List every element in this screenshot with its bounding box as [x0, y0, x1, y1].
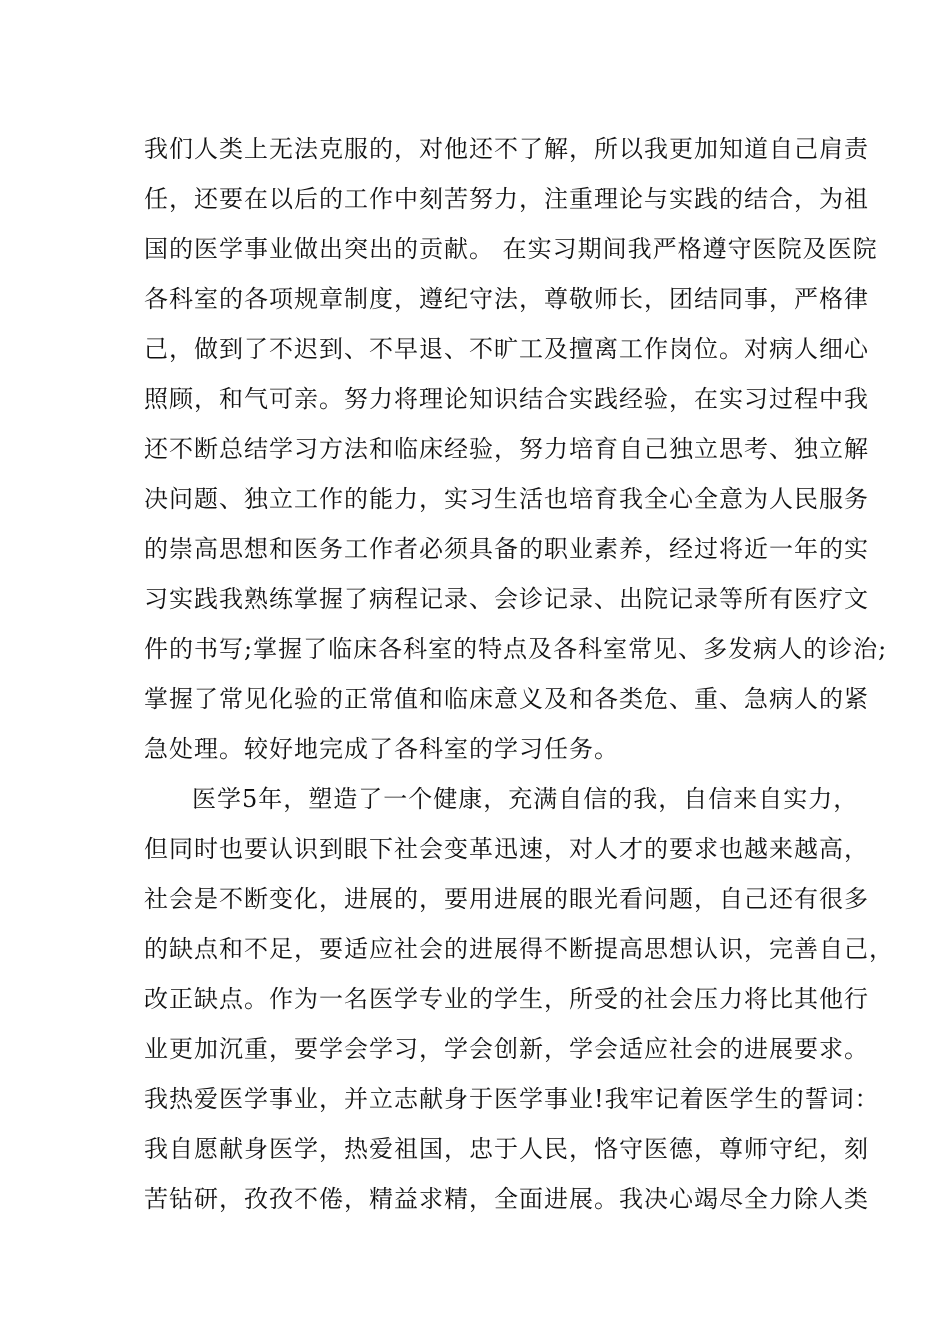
text-line: 我热爱医学事业，并立志献身于医学事业!我牢记着医学生的誓词： — [144, 1085, 880, 1113]
text-line: 我自愿献身医学，热爱祖国，忠于人民，恪守医德，尊师守纪，刻 — [144, 1135, 869, 1163]
text-line: 但同时也要认识到眼下社会变革迅速，对人才的要求也越来越高， — [144, 835, 869, 863]
text-line: 各科室的各项规章制度，遵纪守法，尊敬师长，团结同事，严格律 — [144, 285, 869, 313]
text-line: 医学5年，塑造了一个健康，充满自信的我，自信来自实力， — [192, 785, 859, 813]
document-body — [144, 124, 894, 1224]
text-line: 改正缺点。作为一名医学专业的学生，所受的社会压力将比其他行 — [144, 985, 869, 1013]
text-line: 的缺点和不足，要适应社会的进展得不断提高思想认识，完善自己， — [144, 935, 894, 963]
text-line: 件的书写;掌握了临床各科室的特点及各科室常见、多发病人的诊治; — [144, 635, 888, 663]
paragraph — [144, 124, 888, 774]
text-line: 苦钻研，孜孜不倦，精益求精，全面进展。我决心竭尽全力除人类 — [144, 1185, 869, 1213]
text-line: 国的医学事业做出突出的贡献。 在实习期间我严格遵守医院及医院 — [144, 235, 878, 263]
text-line: 我们人类上无法克服的，对他还不了解，所以我更加知道自己肩责 — [144, 135, 869, 163]
text-line: 还不断总结学习方法和临床经验，努力培育自己独立思考、独立解 — [144, 435, 869, 463]
text-line: 任，还要在以后的工作中刻苦努力，注重理论与实践的结合，为祖 — [144, 185, 869, 213]
text-line: 的崇高思想和医务工作者必须具备的职业素养，经过将近一年的实 — [144, 535, 869, 563]
paragraph — [144, 774, 894, 1224]
text-line: 照顾，和气可亲。努力将理论知识结合实践经验，在实习过程中我 — [144, 385, 869, 413]
text-line: 掌握了常见化验的正常值和临床意义及和各类危、重、急病人的紧 — [144, 685, 869, 713]
text-line: 习实践我熟练掌握了病程记录、会诊记录、出院记录等所有医疗文 — [144, 585, 869, 613]
text-line: 己，做到了不迟到、不早退、不旷工及擅离工作岗位。对病人细心 — [144, 335, 869, 363]
text-line: 社会是不断变化，进展的，要用进展的眼光看问题，自己还有很多 — [144, 885, 869, 913]
text-line: 决问题、独立工作的能力，实习生活也培育我全心全意为人民服务 — [144, 485, 869, 513]
text-line: 急处理。较好地完成了各科室的学习任务。 — [144, 735, 619, 763]
text-line: 业更加沉重，要学会学习，学会创新，学会适应社会的进展要求。 — [144, 1035, 869, 1063]
